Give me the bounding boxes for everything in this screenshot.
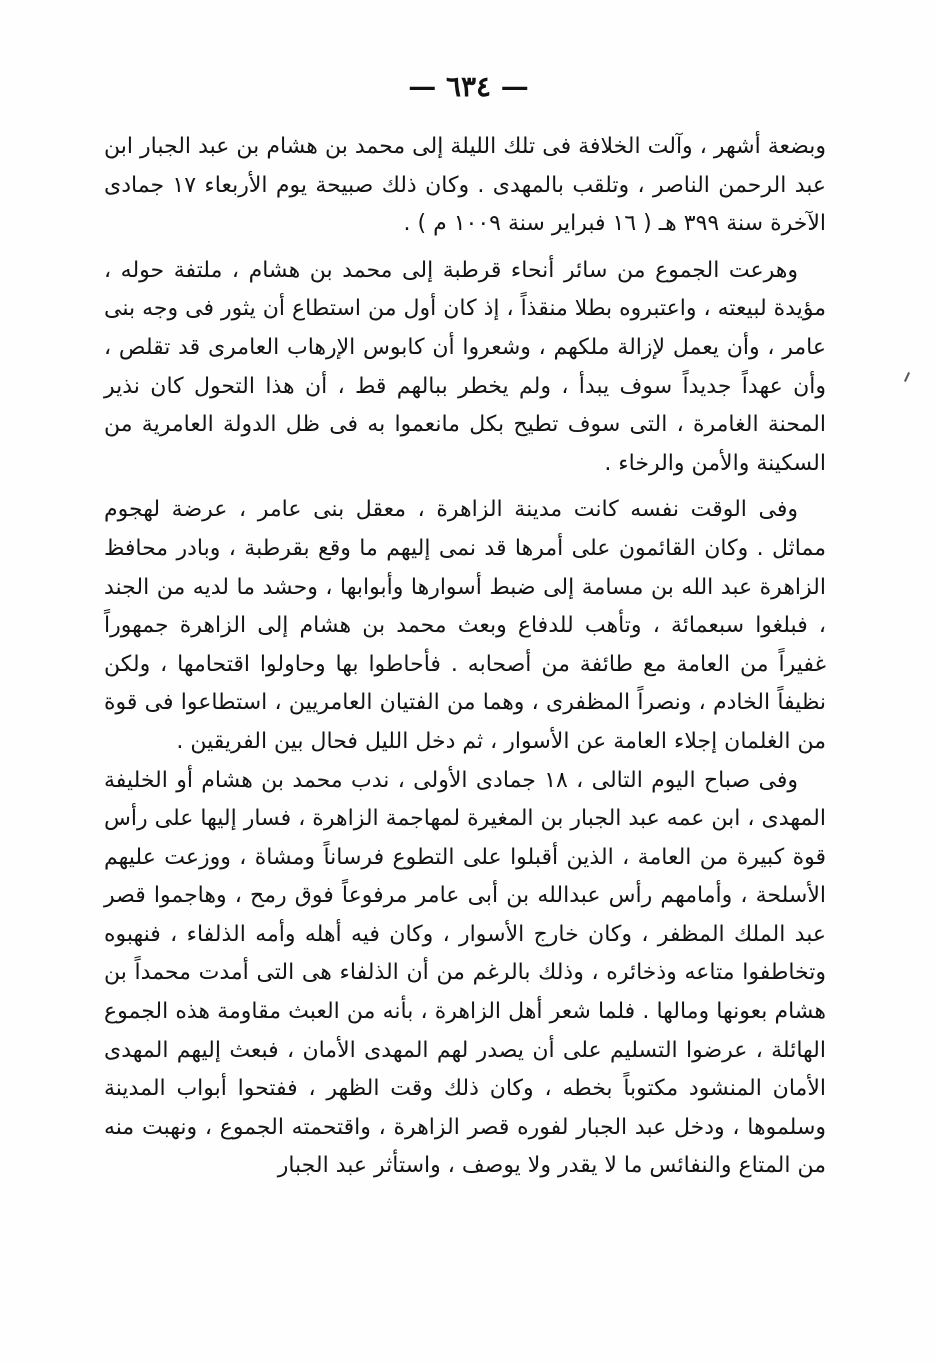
- paragraph-3: وفى الوقت نفسه كانت مدينة الزاهرة ، معقل بنى عامر ، عرضة لهجوم مماثل . وكان القائمون على أمرها قد نمى إليهم ما وقع بقرطبة ، وبادر محافظ الزاهرة عبد الله بن مسامة إلى ضبط أسوارها وأبوابها ، وحشد ما لديه من الجند ، فبلغوا سبعمائة ، وتأهب للدفاع وبعث محمد بن هشام إلى الزاهرة جمهوراً غفيراً من العامة مع طائفة من أصحابه . فأحاطوا بها وحاولوا اقتحامها ، ولكن نظيفاً الخادم ، ونصراً المظفرى ، وهما من الفتيان العامريين ، استطاعوا فى قوة من الغلمان إجلاء العامة عن الأسوار ، ثم دخل الليل فحال بين الفريقين .: [104, 497, 826, 754]
- page-number: — ٦٣٤ —: [408, 70, 529, 103]
- body-text: [104, 128, 826, 1186]
- paragraph-2: وهرعت الجموع من سائر أنحاء قرطبة إلى محمد بن هشام ، ملتفة حوله ، مؤيدة لبيعته ، واعتبروه بطلا منقذاً ، إذ كان أول من استطاع أن يثور فى وجه بنى عامر ، وأن يعمل لإزالة ملكهم ، وشعروا أن كابوس الإرهاب العامرى قد تقلص ، وأن عهداً جديداً سوف يبدأ ، ولم يخطر ببالهم قط ، أن هذا التحول كان نذير المحنة الغامرة ، التى سوف تطيح بكل مانعموا به فى ظل الدولة العامرية من السكينة والأمن والرخاء .: [104, 257, 826, 476]
- paragraph-1: وبضعة أشهر ، وآلت الخلافة فى تلك الليلة إلى محمد بن هشام بن عبد الجبار ابن عبد الرحمن الناصر ، وتلقب بالمهدى . وكان ذلك صبيحة يوم الأربعاء ١٧ جمادى الآخرة سنة ٣٩٩ هـ ( ١٦ فبراير سنة ١٠٠٩ م ) .: [104, 134, 827, 237]
- stray-ink-mark: [904, 372, 910, 382]
- paragraph-4: وفى صباح اليوم التالى ، ١٨ جمادى الأولى ، ندب محمد بن هشام أو الخليفة المهدى ، ابن عمه عبد الجبار بن المغيرة لمهاجمة الزاهرة ، فسار إليها على رأس قوة كبيرة من العامة ، الذين أقبلوا على التطوع فرساناً ومشاة ، ووزعت عليهم الأسلحة ، وأمامهم رأس عبدالله بن أبى عامر مرفوعاً فوق رمح ، وهاجموا قصر عبد الملك المظفر ، وكان خارج الأسوار ، وكان فيه أهله وأمه الذلفاء ، فنهبوه وتخاطفوا متاعه وذخائره ، وذلك بالرغم من أن الذلفاء هى التى أمدت محمداً بن هشام بعونها ومالها . فلما شعر أهل الزاهرة ، بأنه من العبث مقاومة هذه الجموع الهائلة ، عرضوا التسليم على أن يصدر لهم المهدى الأمان ، فبعث إليهم المهدى الأمان المنشود مكتوباً بخطه ، وكان ذلك وقت الظهر ، ففتحوا أبواب المدينة وسلموها ، ودخل عبد الجبار لفوره قصر الزاهرة ، واقتحمته الجموع ، ونهبت منه من المتاع والنفائس ما لا يقدر ولا يوصف ، واستأثر عبد الجبار: [104, 767, 826, 1179]
